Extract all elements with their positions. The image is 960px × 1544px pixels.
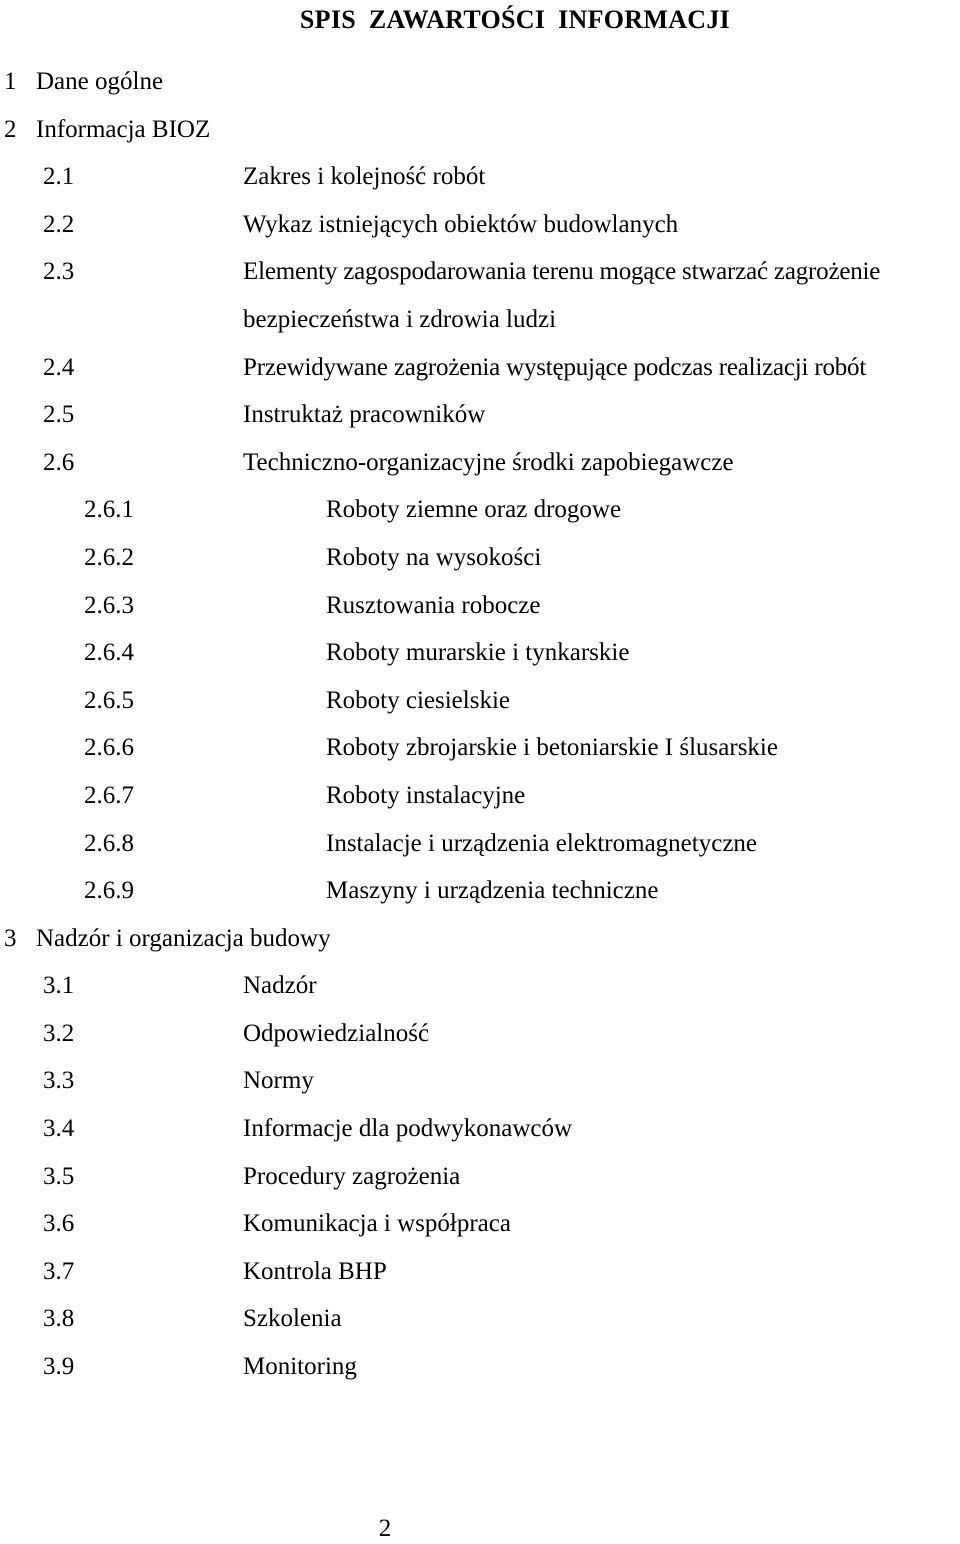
toc-entry <box>0 724 960 772</box>
toc-entry-label: Nadzór <box>243 972 317 1000</box>
toc-entry-number: 3.2 <box>43 1019 75 1047</box>
toc-entry <box>0 106 960 154</box>
toc-entry-number: 2.6.3 <box>84 591 134 619</box>
toc-entry <box>0 439 960 487</box>
toc-entry-number: 2.2 <box>43 210 75 238</box>
toc-entry-number: 3.7 <box>43 1257 75 1285</box>
toc-entry-label: Roboty ciesielskie <box>326 686 510 714</box>
toc-entry-label: Roboty instalacyjne <box>326 781 526 809</box>
toc-entry-number: 3.4 <box>43 1115 75 1143</box>
toc-entry <box>0 391 960 439</box>
toc-entry <box>0 772 960 820</box>
toc-entry-number: 3.6 <box>43 1210 75 1238</box>
toc-entry-number: 2.4 <box>43 353 75 381</box>
toc-entry-label: Maszyny i urządzenia techniczne <box>326 877 659 905</box>
toc-entry-label: Dane ogólne <box>36 68 164 95</box>
toc-entry-number: 2.6.6 <box>84 734 134 762</box>
toc-entry-label: Szkolenia <box>243 1305 342 1333</box>
page-title: SPIS ZAWARTOŚCI INFORMACJI <box>299 5 731 34</box>
table-of-contents <box>0 58 960 1391</box>
toc-entry-label: Nadzór i organizacja budowy <box>36 924 331 952</box>
toc-entry-label: Instalacje i urządzenia elektromagnetyczne <box>326 829 758 857</box>
toc-entry-label: Rusztowania robocze <box>326 591 541 619</box>
toc-entry-label: Monitoring <box>243 1353 357 1381</box>
toc-entry-label: Odpowiedzialność <box>243 1019 430 1047</box>
toc-entry-number: 2.6.1 <box>84 496 134 524</box>
toc-entry <box>0 486 960 534</box>
toc-entry <box>0 58 960 106</box>
toc-entry-number: 2.1 <box>43 163 75 191</box>
toc-entry-label: bezpieczeństwa i zdrowia ludzi <box>243 305 557 333</box>
toc-entry-number: 3 <box>4 924 17 952</box>
toc-entry-number: 2.3 <box>43 258 75 286</box>
toc-entry-label: Informacje dla podwykonawców <box>243 1115 573 1143</box>
toc-entry-label: Informacja BIOZ <box>36 115 211 143</box>
toc-entry-label: Kontrola BHP <box>243 1257 387 1285</box>
toc-entry-label: Techniczno-organizacyjne środki zapobiegawcze <box>243 448 734 476</box>
toc-entry <box>0 534 960 582</box>
toc-entry-number: 1 <box>4 68 17 95</box>
toc-entry-label: Elementy zagospodarowania terenu mogące stwarzać zagrożenie <box>243 258 881 286</box>
toc-entry <box>0 1343 960 1391</box>
toc-entry-label: Procedury zagrożenia <box>243 1162 461 1190</box>
toc-entry <box>0 582 960 630</box>
toc-entry <box>0 1248 960 1296</box>
toc-entry-label: Zakres i kolejność robót <box>243 163 486 191</box>
toc-entry-label: Normy <box>243 1067 314 1095</box>
toc-entry-number: 2.6.8 <box>84 829 134 857</box>
toc-entry-number: 2.6 <box>43 448 75 476</box>
toc-entry-label: Komunikacja i współpraca <box>243 1210 511 1238</box>
toc-entry-label: Przewidywane zagrożenia występujące podczas realizacji robót <box>243 353 867 381</box>
toc-entry-label: Roboty ziemne oraz drogowe <box>326 496 622 524</box>
toc-entry <box>0 915 960 963</box>
toc-entry <box>0 1153 960 1201</box>
toc-entry-label: Wykaz istniejących obiektów budowlanych <box>243 210 679 238</box>
toc-entry <box>0 153 960 201</box>
toc-entry-number: 3.8 <box>43 1305 75 1333</box>
toc-entry <box>0 867 960 915</box>
toc-entry-number: 2 <box>4 115 17 143</box>
toc-entry <box>0 248 960 296</box>
toc-entry-number: 3.3 <box>43 1067 75 1095</box>
toc-entry <box>0 1057 960 1105</box>
page-number: 2 <box>378 1515 392 1542</box>
toc-entry <box>0 962 960 1010</box>
toc-entry-number: 2.6.9 <box>84 877 134 905</box>
toc-entry-number: 3.1 <box>43 972 75 1000</box>
toc-entry-number: 3.9 <box>43 1353 75 1381</box>
toc-entry-label: Roboty na wysokości <box>326 543 542 571</box>
toc-entry <box>0 1295 960 1343</box>
toc-entry <box>0 1105 960 1153</box>
toc-entry-number: 2.6.5 <box>84 686 134 714</box>
toc-entry <box>0 629 960 677</box>
toc-entry <box>0 1010 960 1058</box>
toc-entry-label: Roboty zbrojarskie i betoniarskie I ślusarskie <box>326 734 778 762</box>
toc-entry-label: Roboty murarskie i tynkarskie <box>326 639 630 667</box>
toc-entry-continuation <box>0 296 960 344</box>
toc-entry <box>0 677 960 725</box>
toc-entry-number: 2.6.7 <box>84 781 134 809</box>
toc-entry <box>0 1200 960 1248</box>
toc-entry-number: 2.6.2 <box>84 543 134 571</box>
toc-entry <box>0 344 960 392</box>
toc-entry-number: 3.5 <box>43 1162 75 1190</box>
toc-entry <box>0 201 960 249</box>
toc-entry-number: 2.6.4 <box>84 639 134 667</box>
toc-entry <box>0 820 960 868</box>
toc-entry-label: Instruktaż pracowników <box>243 401 486 429</box>
toc-entry-number: 2.5 <box>43 401 75 429</box>
